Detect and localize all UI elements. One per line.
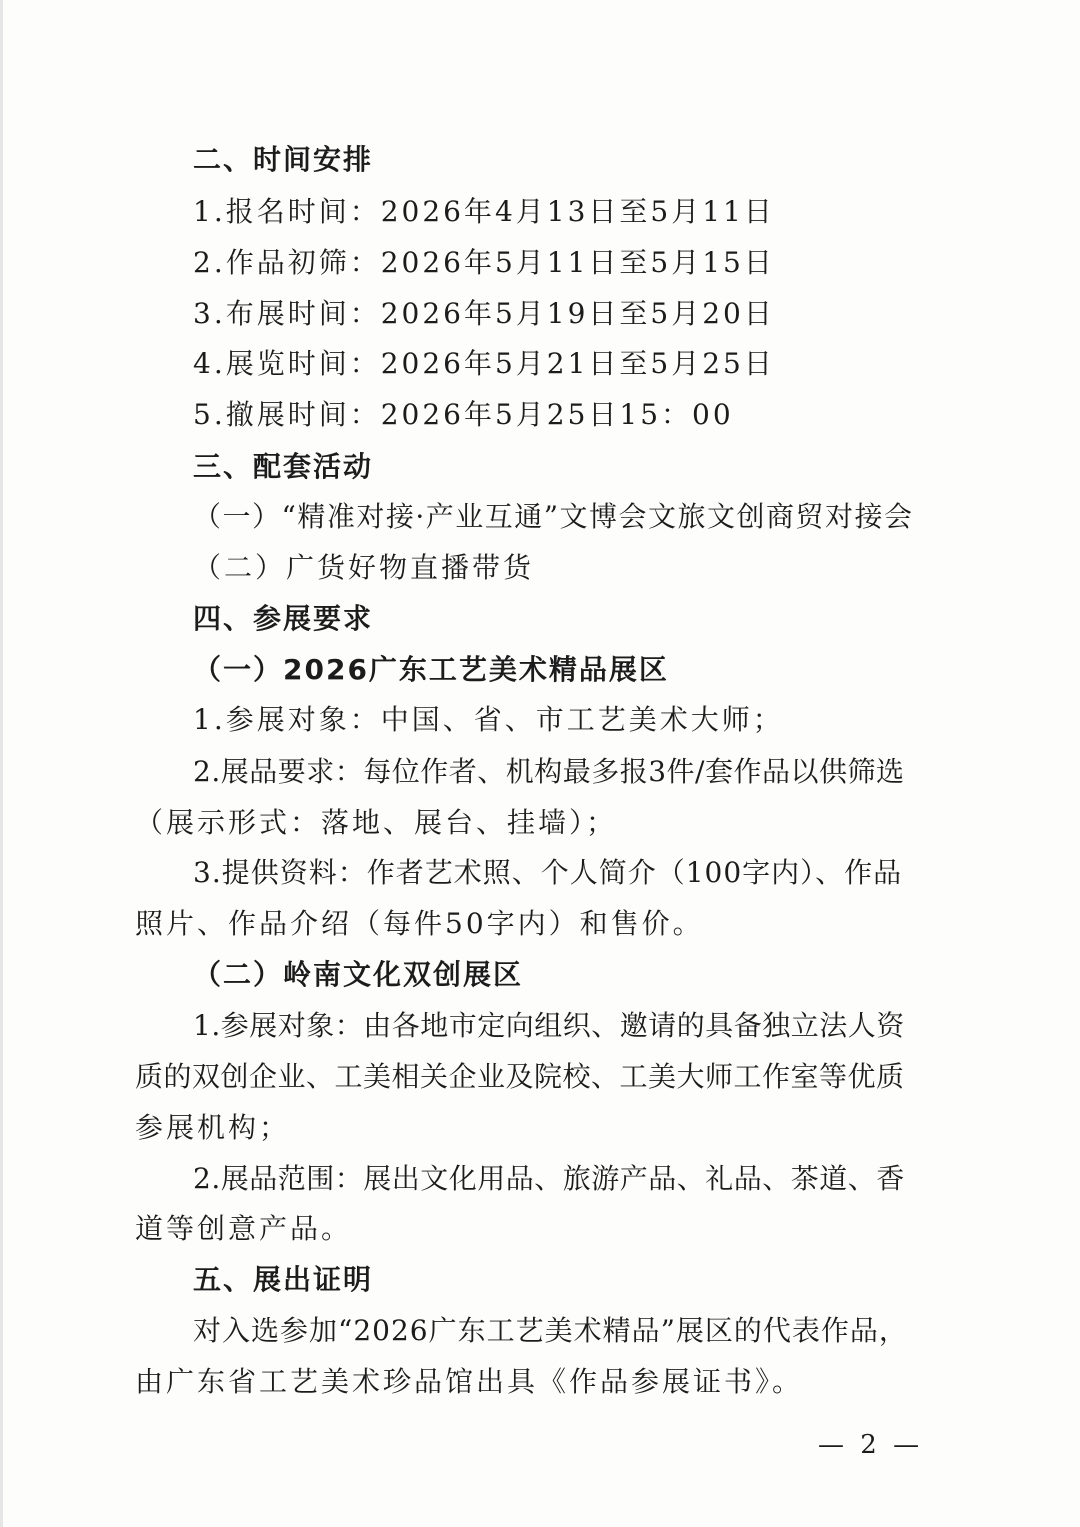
schedule-item: 5.撤展时间：2026年5月25日15：00 [193,398,734,431]
section-heading-activities: 三、配套活动 [193,450,374,483]
zone1-line: 1.参展对象：中国、省、市工艺美术大师； [193,703,784,736]
zone1-line: 2.展品要求：每位作者、机构最多报3件/套作品以供筛选 [193,755,905,788]
page-number: — 2 — [818,1430,924,1460]
zone2-line: 2.展品范围：展出文化用品、旅游产品、礼品、茶道、香 [193,1162,905,1195]
section-heading-requirements: 四、参展要求 [193,602,374,635]
zone2-line: 道等创意产品。 [135,1212,353,1245]
zone1-title: （一）2026广东工艺美术精品展区 [193,653,669,686]
section-heading-certificate: 五、展出证明 [193,1263,374,1296]
certificate-line: 由广东省工艺美术珍品馆出具《作品参展证书》。 [135,1365,804,1398]
zone2-title: （二）岭南文化双创展区 [193,958,524,991]
schedule-item: 3.布展时间：2026年5月19日至5月20日 [193,297,775,330]
certificate-line: 对入选参加“2026广东工艺美术精品”展区的代表作品， [193,1314,908,1347]
schedule-item: 1.报名时间：2026年4月13日至5月11日 [193,195,775,228]
section-heading-schedule: 二、时间安排 [193,143,374,176]
scan-edge [0,0,3,1527]
schedule-item: 4.展览时间：2026年5月21日至5月25日 [193,347,775,380]
zone2-line: 1.参展对象：由各地市定向组织、邀请的具备独立法人资 [193,1009,905,1042]
zone2-line: 质的双创企业、工美相关企业及院校、工美大师工作室等优质 [135,1060,905,1093]
activity-item: （一）“精准对接·产业互通”文博会文旅文创商贸对接会 [193,500,914,533]
zone2-line: 参展机构； [135,1111,291,1144]
schedule-item: 2.作品初筛：2026年5月11日至5月15日 [193,246,775,279]
activity-item: （二）广货好物直播带货 [193,551,535,584]
zone1-line: 3.提供资料：作者艺术照、个人简介（100字内）、作品 [193,856,903,889]
zone1-line: （展示形式：落地、展台、挂墙）； [135,806,618,839]
zone1-line: 照片、作品介绍（每件50字内）和售价。 [135,907,704,940]
